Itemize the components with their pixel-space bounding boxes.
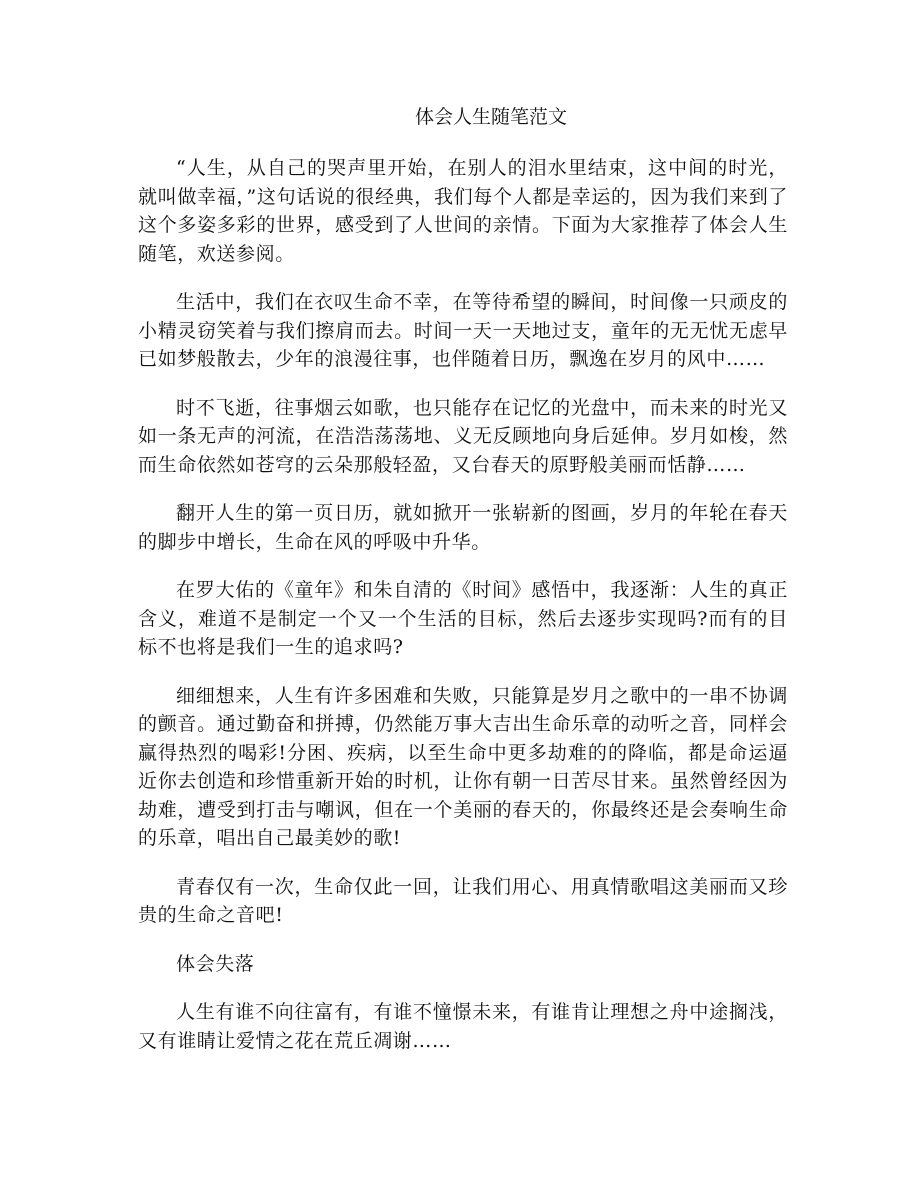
paragraph-hardship: 细细想来，人生有许多困难和失败，只能算是岁月之歌中的一串不协调的颤音。通过勤奋和拼搏，仍然能万事大吉出生命乐章的动听之音，同样会赢得热烈的喝彩!分困、疾病，以至生命中更多劫难的的降临，都是命运逼近你去创造和珍惜重新开始的时机，让你有朝一日苦尽甘来。虽然曾经因为劫难，遭受到打击与嘲讽，但在一个美丽的春天的，你最终还是会奏响生命的乐章，唱出自己最美妙的歌! [138,684,788,849]
paragraph-time: 时不飞逝，往事烟云如歌，也只能存在记忆的光盘中，而未来的时光又如一条无声的河流，在浩浩荡荡地、义无反顾地向身后延伸。岁月如梭，然而生命依然如苍穹的云朵那般轻盈，又台春天的原野般美丽而恬静…… [138,396,788,476]
paragraph-intro: “人生，从自己的哭声里开始，在别人的泪水里结束，这中间的时光，就叫做幸福，”这句话说的很经典，我们每个人都是幸运的，因为我们来到了这个多姿多彩的世界，感受到了人世间的亲情。下面为大家推荐了体会人生随笔，欢送参阅。 [138,157,788,265]
document-page [138,104,788,1075]
paragraph-loss: 人生有谁不向往富有，有谁不憧憬未来，有谁肯让理想之舟中途搁浅，又有谁睛让爱情之花在荒丘凋谢…… [138,1001,788,1052]
paragraph-calendar: 翻开人生的第一页日历，就如掀开一张崭新的图画，岁月的年轮在春天的脚步中增长，生命在风的呼吸中升华。 [138,502,788,553]
paragraph-life: 生活中，我们在衣叹生命不幸，在等待希望的瞬间，时间像一只顽皮的小精灵窃笑着与我们擦肩而去。时间一天一天地过支，童年的无无忧无虑早已如梦般散去，少年的浪漫往事，也伴随着日历，飘逸在岁月的风中…… [138,291,788,370]
paragraph-youth: 青春仅有一次，生命仅此一回，让我们用心、用真情歌唱这美丽而又珍贵的生命之音吧! [138,875,788,926]
section-heading-loss: 体会失落 [176,952,255,975]
paragraph-meaning: 在罗大佑的《童年》和朱自清的《时间》感悟中，我逐渐：人生的真正含义，难道不是制定一个又一个生活的目标，然后去逐步实现吗?而有的目标不也将是我们一生的追求吗? [138,579,788,658]
document-title: 体会人生随笔范文 [414,106,567,128]
